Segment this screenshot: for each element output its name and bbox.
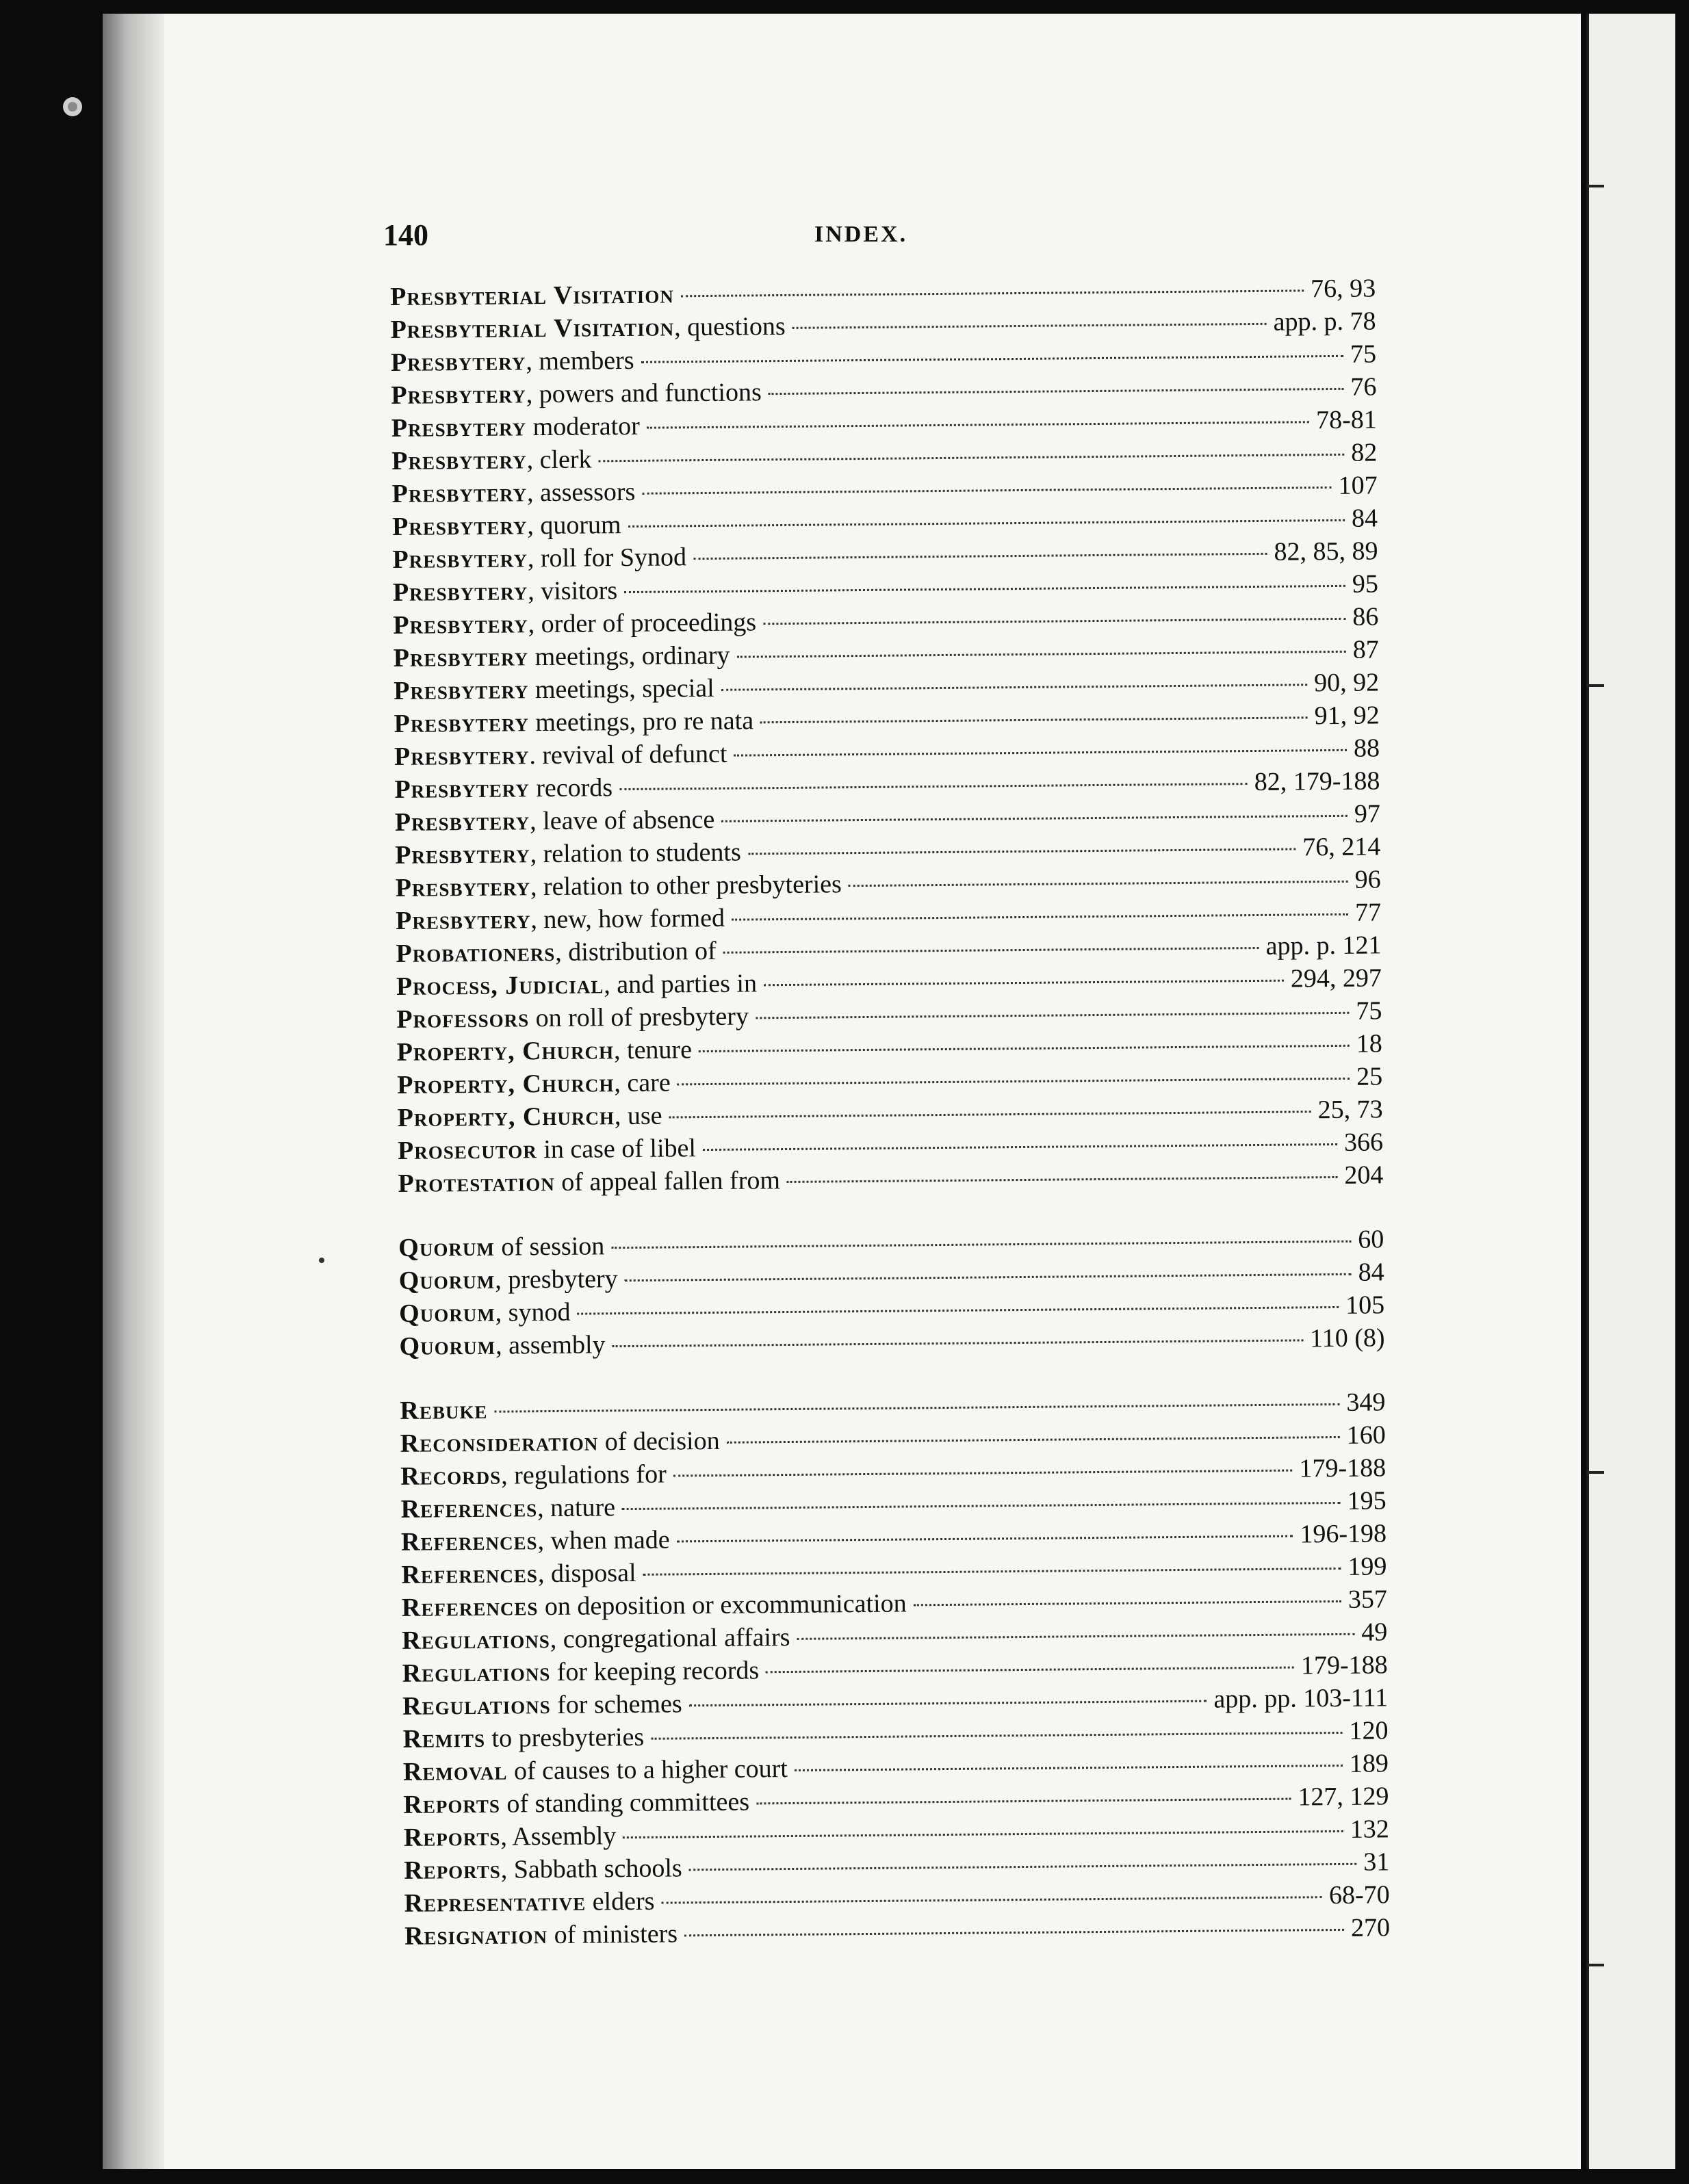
entry-heading: References — [400, 1526, 538, 1557]
entry-heading: References — [401, 1559, 539, 1589]
entry-heading: Reports — [404, 1855, 501, 1885]
entry-pages: 179-188 — [1300, 1650, 1388, 1680]
entry-pages: 90, 92 — [1313, 668, 1380, 698]
index-list — [390, 273, 1390, 1953]
entry-subheading: , disposal — [537, 1558, 636, 1589]
dot-leader — [721, 684, 1307, 690]
entry-pages: 82, 85, 89 — [1274, 536, 1378, 567]
entry-pages: 294, 297 — [1290, 963, 1382, 993]
entry-heading: Property, Church — [397, 1069, 615, 1100]
entry-subheading: , visitors — [528, 576, 618, 606]
entry-pages: 179-188 — [1299, 1453, 1387, 1483]
dot-leader — [693, 553, 1267, 560]
entry-pages: 76, 214 — [1302, 832, 1381, 862]
dot-leader — [661, 1896, 1322, 1903]
binding-stitch — [1586, 684, 1604, 687]
entry-pages: 349 — [1346, 1388, 1386, 1417]
entry-subheading: moderator — [526, 411, 641, 442]
dot-leader — [787, 1176, 1338, 1183]
entry-heading: Probationers — [396, 937, 556, 968]
entry-heading: Presbytery — [391, 511, 528, 541]
entry-pages: 270 — [1350, 1913, 1391, 1942]
entry-heading: Remits — [402, 1724, 486, 1754]
entry-subheading: , questions — [673, 311, 786, 342]
entry-heading: Presbytery — [391, 413, 527, 443]
entry-heading: Quorum — [399, 1331, 496, 1361]
entry-heading: Records — [400, 1461, 502, 1491]
entry-heading: Presbytery — [394, 774, 530, 804]
entry-subheading: , use — [614, 1101, 662, 1131]
dot-leader — [673, 1470, 1293, 1477]
page-gutter-line — [1586, 14, 1589, 2169]
entry-pages: 204 — [1344, 1160, 1384, 1190]
dot-leader — [734, 749, 1347, 757]
entry-heading: Presbytery — [391, 380, 526, 410]
entry-pages: 60 — [1358, 1225, 1384, 1254]
entry-heading: Regulations — [402, 1658, 551, 1688]
dot-leader — [756, 1798, 1291, 1805]
entry-pages: 84 — [1358, 1258, 1384, 1287]
dot-leader — [684, 1929, 1344, 1936]
entry-heading: References — [401, 1592, 539, 1622]
entry-subheading: , relation to other presbyteries — [530, 870, 842, 902]
dot-leader — [795, 1765, 1343, 1771]
entry-pages: 68-70 — [1328, 1880, 1390, 1910]
entry-subheading: , new, how formed — [530, 903, 725, 935]
dot-leader — [625, 1273, 1352, 1282]
entry-heading: Reports — [403, 1789, 501, 1819]
dot-leader — [623, 1830, 1343, 1838]
dot-leader — [619, 783, 1248, 790]
entry-heading: Resignation — [404, 1921, 548, 1951]
dot-leader — [669, 1110, 1311, 1118]
facing-page-edge — [1586, 14, 1675, 2169]
entry-heading: Property, Church — [396, 1036, 615, 1067]
entry-subheading: of causes to a higher court — [507, 1754, 788, 1786]
entry-subheading: , roll for Synod — [527, 543, 687, 573]
dot-leader — [914, 1600, 1341, 1606]
entry-subheading: of ministers — [547, 1919, 678, 1950]
dot-leader — [760, 716, 1308, 723]
dot-leader — [647, 421, 1309, 428]
spine-shadow — [103, 14, 164, 2169]
entry-subheading: meetings, pro re nata — [528, 706, 754, 738]
dot-leader — [651, 1732, 1342, 1740]
entry-subheading: , Sabbath schools — [500, 1854, 682, 1884]
entry-pages: 196-198 — [1300, 1519, 1387, 1549]
entry-heading: Regulations — [402, 1625, 551, 1655]
page-number: 140 — [383, 218, 428, 252]
entry-pages: 25, 73 — [1317, 1095, 1383, 1125]
entry-subheading: on roll of presbytery — [528, 1002, 749, 1033]
dot-leader — [849, 881, 1348, 887]
dot-leader — [721, 815, 1348, 822]
entry-subheading: in case of libel — [537, 1134, 697, 1165]
entry-subheading: records — [529, 773, 613, 803]
entry-heading: Presbytery — [393, 610, 528, 640]
entry-pages: 75 — [1350, 339, 1377, 369]
dot-leader — [681, 289, 1304, 297]
dot-leader — [599, 454, 1345, 463]
entry-subheading: , order of proceedings — [528, 608, 757, 639]
dot-leader — [732, 913, 1348, 921]
entry-pages: 76, 93 — [1310, 274, 1376, 304]
dot-leader — [727, 1436, 1340, 1444]
entry-heading: Quorum — [398, 1298, 495, 1328]
entry-heading: Representative — [404, 1887, 586, 1918]
entry-subheading: . revival of defunct — [529, 739, 727, 770]
entry-pages: 91, 92 — [1314, 701, 1380, 731]
entry-subheading: , nature — [537, 1493, 616, 1523]
dot-leader — [578, 1306, 1339, 1315]
entry-heading: Quorum — [398, 1265, 495, 1295]
entry-pages: 86 — [1352, 602, 1379, 632]
dot-leader — [769, 388, 1344, 395]
entry-pages: 127, 129 — [1298, 1782, 1389, 1812]
dot-leader — [641, 355, 1343, 363]
dot-leader — [723, 947, 1259, 954]
entry-subheading: , care — [614, 1068, 671, 1098]
entry-pages: 84 — [1351, 504, 1378, 533]
entry-pages: 357 — [1348, 1585, 1388, 1614]
entry-heading: Presbyterial Visitation — [390, 313, 675, 344]
entry-pages: app. p. 121 — [1265, 931, 1382, 961]
dot-leader — [689, 1700, 1207, 1707]
entry-pages: 95 — [1352, 569, 1379, 599]
entry-pages: 75 — [1356, 996, 1382, 1026]
entry-heading: Presbytery — [394, 741, 530, 771]
dot-leader — [643, 1568, 1341, 1576]
dot-leader — [737, 651, 1346, 658]
entry-pages: 366 — [1343, 1128, 1384, 1157]
dot-leader — [766, 1667, 1294, 1674]
dot-leader — [678, 1078, 1350, 1086]
dot-leader — [622, 1502, 1341, 1510]
entry-pages: 97 — [1354, 799, 1381, 829]
dot-leader — [677, 1535, 1293, 1543]
entry-heading: Property, Church — [397, 1102, 615, 1132]
entry-heading: Quorum — [398, 1232, 495, 1262]
entry-pages: 87 — [1352, 635, 1379, 664]
entry-subheading: , members — [526, 346, 634, 376]
dot-leader — [699, 1045, 1350, 1052]
entry-pages: 76 — [1350, 372, 1377, 402]
entry-subheading: for schemes — [550, 1689, 682, 1720]
entry-pages: 132 — [1350, 1815, 1389, 1844]
binding-stitch — [1586, 1964, 1604, 1966]
page-blemish-mark — [53, 88, 92, 126]
entry-subheading: meetings, special — [528, 673, 714, 705]
entry-subheading: , quorum — [527, 510, 621, 541]
entry-subheading: , presbytery — [495, 1264, 618, 1295]
entry-heading: Process, Judicial — [396, 970, 604, 1001]
entry-pages: 25 — [1356, 1062, 1383, 1091]
running-head: INDEX. — [814, 222, 908, 247]
entry-subheading: of decision — [598, 1426, 720, 1457]
page-header — [383, 218, 1369, 259]
entry-subheading: , assessors — [526, 477, 636, 508]
dot-leader — [763, 618, 1345, 625]
entry-heading: Presbytery — [391, 478, 528, 508]
entry-subheading: , congregational affairs — [550, 1622, 790, 1654]
entry-subheading: , assembly — [495, 1330, 606, 1360]
entry-heading: Reconsideration — [400, 1427, 599, 1458]
dot-leader — [642, 486, 1331, 495]
dot-leader — [756, 1012, 1349, 1019]
entry-pages: 18 — [1356, 1029, 1382, 1058]
entry-heading: Presbytery — [395, 872, 531, 902]
entry-pages: 88 — [1353, 733, 1380, 763]
entry-heading: References — [400, 1494, 538, 1524]
entry-subheading: , powers and functions — [526, 378, 762, 409]
entry-pages: app. p. 78 — [1273, 307, 1376, 337]
entry-pages: 195 — [1347, 1486, 1387, 1516]
entry-subheading: , tenure — [613, 1035, 693, 1065]
entry-subheading: meetings, ordinary — [528, 640, 730, 672]
entry-subheading: , leave of absence — [530, 805, 715, 836]
entry-subheading: elders — [585, 1886, 655, 1916]
entry-subheading: of standing committees — [500, 1787, 750, 1819]
entry-pages: 199 — [1348, 1552, 1387, 1581]
entry-heading: Presbytery — [391, 445, 527, 476]
entry-heading: Prosecutor — [397, 1135, 538, 1165]
dot-leader — [624, 585, 1345, 593]
entry-subheading: of appeal fallen from — [554, 1166, 781, 1197]
entry-pages: 105 — [1345, 1290, 1385, 1320]
entry-heading: Rebuke — [400, 1395, 488, 1425]
entry-heading: Removal — [402, 1756, 508, 1786]
dot-leader — [764, 980, 1284, 987]
entry-pages: 160 — [1346, 1420, 1386, 1450]
entry-subheading: , regulations for — [501, 1459, 667, 1490]
binding-stitch — [1586, 1471, 1604, 1474]
entry-heading: Presbytery — [393, 642, 529, 673]
dot-leader — [613, 1339, 1304, 1347]
dot-leader — [611, 1240, 1351, 1249]
entry-pages: 189 — [1349, 1749, 1389, 1778]
entry-heading: Presbytery — [394, 675, 529, 705]
entry-pages: 82, 179-188 — [1254, 766, 1380, 797]
dot-leader — [797, 1633, 1354, 1640]
entry-heading: Presbytery — [395, 905, 531, 935]
entry-pages: 31 — [1363, 1847, 1390, 1877]
entry-subheading: for keeping records — [550, 1656, 760, 1687]
entry-heading: Reports — [403, 1822, 501, 1852]
entry-pages: 120 — [1349, 1716, 1389, 1745]
entry-subheading: , synod — [495, 1297, 571, 1327]
entry-subheading: , distribution of — [555, 936, 717, 967]
dot-leader — [792, 323, 1267, 329]
entry-subheading: , and parties in — [604, 969, 758, 1000]
dot-leader — [689, 1863, 1357, 1871]
entry-pages: 96 — [1354, 865, 1381, 894]
entry-pages: 77 — [1354, 898, 1382, 927]
dot-leader — [628, 519, 1345, 528]
entry-pages: 110 (8) — [1309, 1323, 1385, 1353]
dot-leader — [748, 848, 1295, 855]
binding-stitch — [1586, 185, 1604, 187]
entry-pages: 49 — [1361, 1617, 1388, 1647]
entry-subheading: on deposition or excommunication — [538, 1589, 907, 1622]
entry-subheading: of session — [494, 1232, 605, 1262]
entry-heading: Presbytery — [394, 807, 530, 837]
entry-heading: Presbytery — [392, 544, 528, 574]
entry-heading: Presbytery — [392, 577, 528, 607]
entry-subheading: to presbyteries — [485, 1722, 645, 1753]
entry-pages: app. pp. 103-111 — [1213, 1683, 1389, 1714]
entry-subheading: , clerk — [526, 445, 592, 475]
entry-heading: Presbytery — [390, 347, 526, 377]
entry-heading: Presbyterial Visitation — [390, 280, 674, 311]
entry-heading: Professors — [396, 1004, 530, 1034]
entry-pages: 107 — [1338, 471, 1378, 500]
entry-pages: 78-81 — [1315, 405, 1377, 435]
dot-leader — [494, 1403, 1339, 1413]
dot-leader — [703, 1143, 1337, 1151]
entry-heading: Protestation — [398, 1167, 555, 1198]
entry-heading: Regulations — [402, 1691, 551, 1721]
entry-heading: Presbytery — [395, 840, 530, 870]
entry-subheading: , Assembly — [500, 1821, 617, 1851]
margin-speck — [319, 1258, 324, 1263]
entry-subheading: , relation to students — [530, 837, 741, 869]
entry-pages: 82 — [1351, 438, 1378, 467]
entry-heading: Presbytery — [394, 708, 530, 738]
entry-subheading: , when made — [537, 1525, 670, 1556]
